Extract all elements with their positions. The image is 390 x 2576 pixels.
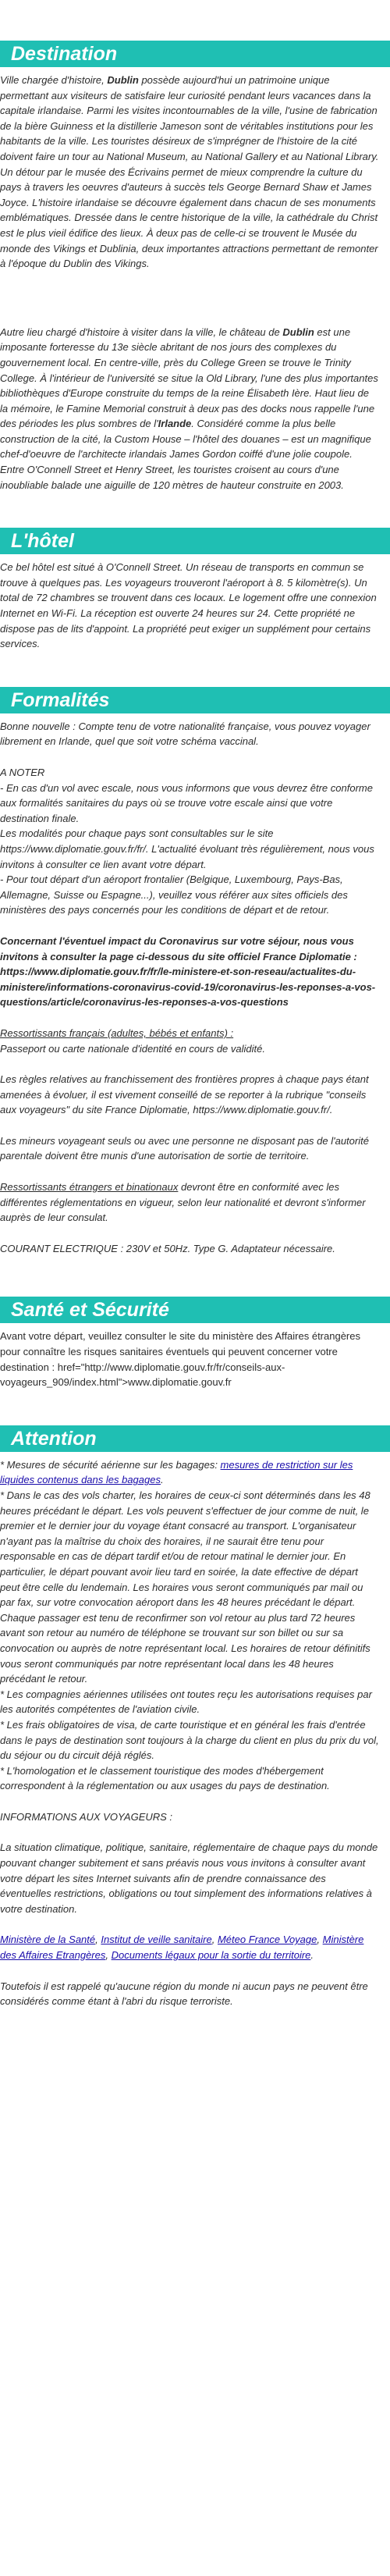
minors-notice: Les mineurs voyageant seuls ou avec une personne ne disposant pas de l'autorité parentale doivent être munis d'une autorisation de sortie de territoire. — [0, 1134, 369, 1162]
french-nationals-docs: Passeport ou carte nationale d'identité en cours de validité. — [0, 1042, 265, 1055]
link-separator: , — [95, 1934, 101, 1946]
french-nationals-title: Ressortissants français (adultes, bébés et enfants) : — [0, 1026, 234, 1039]
section-title-attention: Attention — [0, 1425, 390, 1452]
hotel-description: Ce bel hôtel est situé à O'Connell Street. Un réseau de transports en commun se trouve à quelques pas. Les voyageurs trouveront l'aéroport à 8. 5 kilomètre(s). Un total de 72 chambres se trouvent dans ces locaux. Le logement offre une connexion Internet en Wi-Fi. La réception est ouverte 24 heures sur 24. Cette propriété ne dispose pas de lits d'appoint. La propriété peut exiger un supplément pour certains services. — [0, 561, 377, 650]
destination-text: Autre lieu chargé d'histoire à visiter dans la ville, le château de — [0, 326, 283, 338]
covid-notice: Concernant l'éventuel impact du Coronavirus sur votre séjour, nous vous invitons à consulter la page ci-dessous du site officiel France Diplomatie : https://www.diplomatie.gouv.fr/fr/le-ministere-et-son-reseau/actualites-du-ministere/informations-coronavirus-covid-19/coronavirus-les-reponses-a-vos-questions/article/coronavirus-les-reponses-a-vos-questions — [0, 934, 376, 1009]
formalites-intro: Bonne nouvelle : Compte tenu de votre nationalité française, vous pouvez voyager librement en Irlande, quel que soit votre schéma vaccinal. — [0, 720, 370, 748]
luggage-measures — [0, 1457, 390, 1488]
electric-info: COURANT ELECTRIQUE : 230V et 50Hz. Type G. Adaptateur nécessaire. — [0, 1242, 335, 1254]
airlines-notice: * Les compagnies aériennes utilisées ont toutes reçu les autorisations requises par les autorités compétentes de l'aviation civile. — [0, 1688, 372, 1716]
section-title-destination: Destination — [0, 41, 390, 67]
destination-text: . Considéré comme la plus belle construction de la cité, la Custom House – l'hôtel des douanes – est un magnifique chef-d'oeuvre de l'architecte irlandais James Gordon coiffé d'une jolie coupole. Entre O'Connell Street et Henry Street, les touristes croisent au cours d'une inoubliable balade une aiguille de 120 mètres de hauteur construite en 2003. — [0, 418, 371, 491]
link-separator: , — [105, 1949, 112, 1962]
note-line-2: Les modalités pour chaque pays sont consultables sur le site https://www.diplomatie.gouv.fr/fr/. L'actualité évoluant très régulièrement, nous vous invitons à consulter ce lien avant votre départ. — [0, 827, 374, 870]
link-meteo-france[interactable]: Méteo France Voyage — [217, 1934, 317, 1946]
page — [0, 41, 390, 2009]
foreign-nationals-notice — [0, 1179, 390, 1226]
destination-paragraph-1 — [0, 73, 390, 272]
link-affaires-etrangeres[interactable]: Ministère des Affaires Etrangères — [0, 1934, 364, 1962]
destination-text: possède aujourd'hui un patrimoine unique permettant aux visiteurs de satisfaire leur curiosité pendant leurs vacances dans la capitale irlandaise. Parmi les visites incontournables de la ville, l'usine de fabrication de la bière Guinness et la distillerie Jameson sont de véritables institutions pour les habitants de la ville. Les touristes désireux de s'imprégner de l'histoire de la cité doivent faire un tour au National Museum, au National Gallery et au National Library. Un détour par le musée des Écrivains permet de mieux comprendre la culture du pays à travers les oeuvres d'auteurs à succès tels George Bernard Shaw et James Joyce. L'histoire irlandaise se découvre également dans chacun de ses monuments emblématiques. Dressée dans le centre historique de la ville, la cathédrale du Christ est le plus vieil édifice des lieux. À deux pas de celle-ci se trouvent le Musée du monde des Vikings et Dublinia, deux importantes attractions permettant de remonter à l'époque du Dublin des Vikings. — [0, 74, 379, 270]
city-name: Dublin — [282, 326, 314, 338]
link-documents-legaux[interactable]: Documents légaux pour la sortie du territoire — [111, 1949, 311, 1962]
sante-text: Avant votre départ, veuillez consulter le site du ministère des Affaires étrangères pour connaître les risques sanitaires éventuels qui peuvent concerner votre destination : href="http://www.diplomatie.gouv.fr/fr/conseils-aux-voyageurs_909/index.html">www.diplomatie.gouv.fr — [0, 1330, 360, 1389]
country-name: Irlande — [158, 418, 192, 430]
section-title-sante: Santé et Sécurité — [0, 1297, 390, 1323]
destination-text: est une imposante forteresse du 13e siècle abritant de nos jours des complexes du gouvernement local. En centre-ville, près du College Green se trouve le Trinity College. À l'intérieur de l'université se situe la Old Library, l'une des plus importantes bibliothèques d'Europe construite du temps de la reine Élisabeth Ière. Haut lieu de la mémoire, le Famine Memorial construit à deux pas des docks nous rappelle l'une des périodes les plus sombres de l' — [0, 326, 378, 430]
luggage-text: * Mesures de sécurité aérienne sur les bagages: — [0, 1458, 221, 1471]
destination-text: Ville chargée d'histoire, — [0, 74, 108, 86]
useful-links — [0, 1932, 390, 1962]
city-name: Dublin — [107, 74, 139, 86]
foreign-nationals-text: devront être en conformité avec les différentes réglementations en vigueur, selon leur nationalité et devront s'informer auprès de leur consulat. — [0, 1181, 366, 1224]
link-separator: , — [211, 1934, 218, 1946]
traveler-info-title: INFORMATIONS AUX VOYAGEURS : — [0, 1810, 173, 1823]
note-line-1: - En cas d'un vol avec escale, nous vous informons que vous devrez être conforme aux formalités sanitaires du pays où se trouve votre escale ainsi que votre destination finale. — [0, 781, 373, 824]
destination-paragraph-2 — [0, 325, 390, 493]
section-title-formalites: Formalités — [0, 687, 390, 713]
charter-flights-notice: * Dans le cas des vols charter, les horaires de ceux-ci sont déterminés dans les 48 heures précédant le départ. Les vols peuvent s'effectuer de jour comme de nuit, le premier et le dernier jour du voyage étant consacré au transport. L'organisateur n'ayant pas la maîtrise du choix des horaires, il ne saurait être tenu pour responsable en cas de départ tardif et/ou de retour matinal le dernier jour. En particulier, le départ pouvant avoir lieu tard en soirée, la date effective de départ peut être celle du lendemain. Les horaires vous seront communiqués par mail ou par fax, sur votre convocation aéroport dans les 48 heures précédant le départ. Chaque passager est tenu de reconfirmer son vol retour au plus tard 72 heures avant son retour au numéro de téléphone se trouvant sur son billet ou sur sa convocation ou auprès de notre représentant local. Les horaires de retour définitifs vous seront communiqués par notre représentant local dans les 48 heures précédant le retour. — [0, 1489, 370, 1685]
section-title-hotel: L'hôtel — [0, 528, 390, 554]
note-title: A NOTER — [0, 767, 45, 778]
liquids-restriction-link[interactable]: mesures de restriction sur les liquides contenus dans les bagages — [0, 1458, 353, 1486]
link-veille-sanitaire[interactable]: Institut de veille sanitaire — [101, 1934, 212, 1946]
terrorism-notice: Toutefois il est rappelé qu'aucune région du monde ni aucun pays ne peuvent être considérés comme étant à l'abri du risque terroriste. — [0, 1980, 368, 2008]
luggage-text-end: . — [160, 1474, 164, 1486]
visa-fees-notice: * Les frais obligatoires de visa, de carte touristique et en général les frais d'entrée dans le pays de destination sont toujours à la charge du client en plus du prix du vol, du séjour ou du circuit déjà réglés. — [0, 1718, 379, 1762]
border-rules: Les règles relatives au franchissement des frontières propres à chaque pays étant amenées à évoluer, il est vivement conseillé de se reporter à la rubrique "conseils aux voyageurs" du site France Diplomatie, https://www.diplomatie.gouv.fr/. — [0, 1073, 369, 1116]
note-line-3: - Pour tout départ d'un aéroport frontalier (Belgique, Luxembourg, Pays-Bas, Allemagne, Suisse ou Espagne...), veuillez vous référer aux sites officiels des ministères des pays concernés pour les conditions de départ et de retour. — [0, 873, 348, 916]
traveler-info-text: La situation climatique, politique, sanitaire, réglementaire de chaque pays du monde pouvant changer subitement et sans préavis nous vous invitons à consulter avant votre départ les sites Internet suivants afin de prendre connaissance des éventuelles restrictions, obligations ou tout simplement des informations relatives à votre destination. — [0, 1841, 378, 1915]
foreign-nationals-title: Ressortissants étrangers et binationaux — [0, 1181, 179, 1194]
link-end: . — [310, 1949, 314, 1962]
link-ministere-sante[interactable]: Ministère de la Santé — [0, 1934, 96, 1946]
link-separator: , — [317, 1934, 323, 1946]
accommodation-notice: * L'homologation et le classement touristique des modes d'hébergement correspondent à la réglementation ou aux usages du pays de destination. — [0, 1764, 330, 1792]
